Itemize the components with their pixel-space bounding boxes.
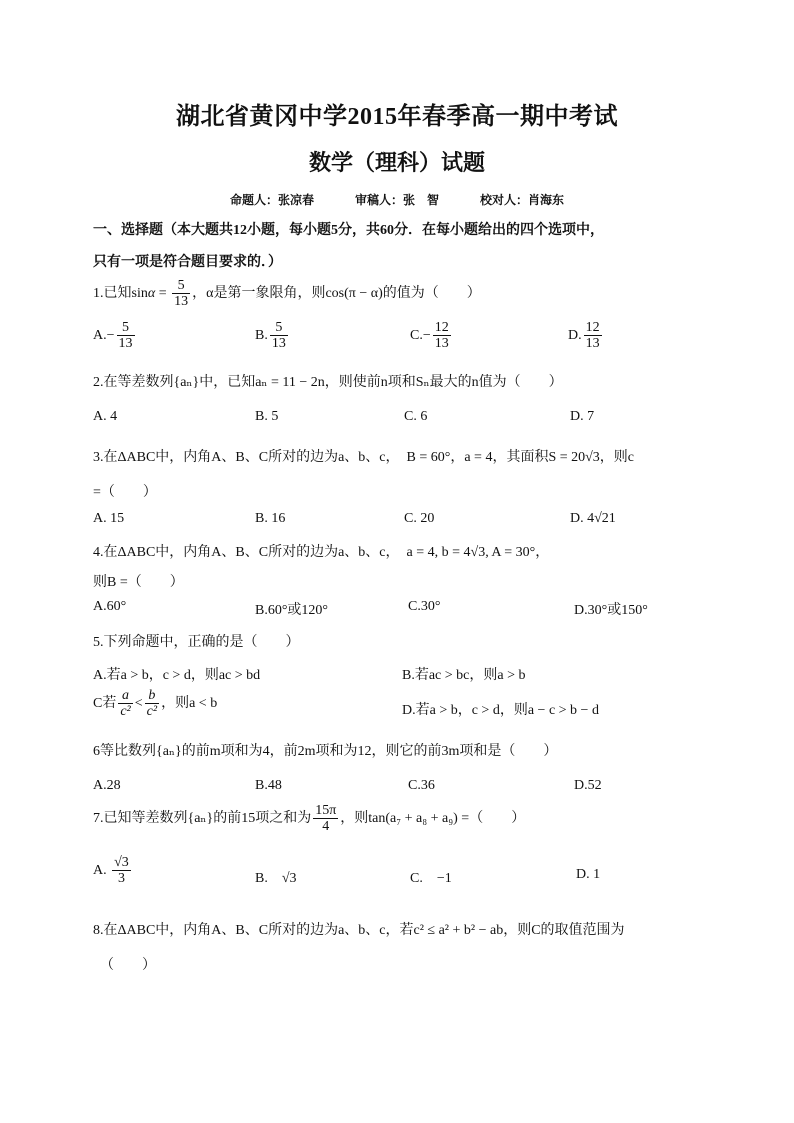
q1-option-a [93,320,137,352]
q7-a-fraction [112,855,131,887]
question-8-cont: （ ） [100,958,156,973]
q7-option-b: B. √3 [255,871,297,886]
q1-d-prefix: D. [568,328,582,344]
q1-c-den: 13 [434,336,449,352]
question-5: 5.下列命题中，正确的是（ ） [93,635,300,650]
question-4-cont: 则B =（ ） [93,575,184,590]
q1-denominator: 13 [174,294,189,310]
q5-c-lt: < [134,696,143,712]
q1-fraction [172,278,190,310]
exam-subtitle: 数学（理科）试题 [308,150,485,175]
q7-a-den: 3 [117,871,125,887]
q3-option-b: B. 16 [255,511,286,526]
q5-c-frac1 [118,688,132,720]
q7-numerator: 15π [315,803,337,818]
q5-c-suffix: ，则a < b [161,696,218,712]
reviewer-label: 审稿人：张 智 [354,193,439,207]
q6-option-c: C.36 [408,778,435,793]
q5-option-a: A.若a > b，c > d，则ac > bd [93,668,261,683]
q7-option-c: C. −1 [410,871,452,886]
question-7 [93,803,525,835]
q1-equals: = [155,286,171,302]
q1-a-den: 13 [118,336,133,352]
q3-option-d: D. 4√21 [570,511,616,526]
q5-c-prefix: C若 [93,696,117,712]
question-3: 3.在ΔABC中，内角A、B、C所对的边为a、b、c， B = 60°，a = 4，其面积S = 20√3，则c [93,450,635,465]
q7-a-prefix: A. [93,863,107,879]
q5-c-den2: c² [146,704,158,720]
q3-option-c: C. 20 [404,511,435,526]
question-3-cont: =（ ） [93,485,157,500]
q2-option-a: A. 4 [93,409,118,424]
q1-d-fraction [584,320,602,352]
section-heading: 一、选择题（本大题共12小题，每小题5分，共60分．在每小题给出的四个选项中， [93,223,604,238]
q7-fraction [313,803,338,835]
q7-prefix: 7.已知等差数列{aₙ}的前15项之和为 [93,811,312,827]
credits-line [0,191,794,208]
q4-option-d: D.30°或150° [574,603,648,618]
q6-option-d: D.52 [574,778,602,793]
q7-option-d: D. 1 [576,867,601,882]
q1-c-fraction [433,320,451,352]
q1-b-num: 5 [270,320,288,336]
q4-option-b: B.60°或120° [255,603,329,618]
q1-b-prefix: B. [255,328,268,344]
q5-c-den1: c² [120,704,131,720]
q1-middle: ，α是第一象限角，则 [192,286,326,302]
q1-sin: sin [131,286,148,302]
q1-c-num: 12 [434,320,449,335]
q5-option-c [93,688,217,720]
q1-c-prefix: C.− [410,328,431,344]
q1-prefix: 1.已知 [93,286,132,302]
q7-denominator: 4 [322,819,330,835]
exam-title: 湖北省黄冈中学2015年春季高一期中考试 [176,104,618,130]
q7-suffix: ，则tan(a₇ + a₈ + a₉) =（ ） [340,811,526,827]
q5-c-num1: a [118,688,132,704]
q1-d-den: 13 [585,336,600,352]
q1-a-fraction [117,320,135,352]
author-label: 命题人：张凉春 [229,193,314,207]
question-6: 6等比数列{aₙ}的前m项和为4，前2m项和为12，则它的前3m项和是（ ） [93,744,558,759]
q5-option-b: B.若ac > bc，则a > b [402,668,526,683]
q1-numerator: 5 [172,278,190,294]
q6-option-a: A.28 [93,778,121,793]
q1-a-prefix: A.− [93,328,115,344]
section-heading-cont: 只有一项是符合题目要求的．） [93,255,282,270]
q7-option-a [93,855,133,887]
q5-option-d: D.若a > b，c > d，则a − c > b − d [402,703,599,718]
q1-alpha: α [147,286,156,302]
q2-option-d: D. 7 [570,409,595,424]
q7-a-num: √3 [114,855,129,870]
q5-c-num2: b [145,688,159,704]
question-1 [93,278,481,310]
q1-b-fraction [270,320,288,352]
q1-option-b [255,320,290,352]
question-2: 2.在等差数列{aₙ}中，已知aₙ = 11 − 2n，则使前n项和Sₙ最大的n值为（ ） [93,375,563,390]
q1-option-d [568,320,604,352]
q2-option-c: C. 6 [404,409,428,424]
q1-expression: cos(π − α) [325,286,383,302]
q1-suffix: 的值为（ ） [382,286,481,302]
q4-option-a: A.60° [93,599,127,614]
q1-a-num: 5 [117,320,135,336]
q5-c-frac2 [145,688,159,720]
q2-option-b: B. 5 [255,409,279,424]
proofreader-label: 校对人：肖海东 [480,193,565,207]
q4-option-c: C.30° [408,599,441,614]
q6-option-b: B.48 [255,778,282,793]
q1-d-num: 12 [585,320,600,335]
question-4: 4.在ΔABC中，内角A、B、C所对的边为a、b、c， a = 4, b = 4√3, A = 30°， [93,545,550,560]
question-8: 8.在ΔABC中，内角A、B、C所对的边为a、b、c，若c² ≤ a² + b² − ab，则C的取值范围为 [93,923,625,938]
q1-option-c [410,320,453,352]
q1-b-den: 13 [271,336,286,352]
q3-option-a: A. 15 [93,511,125,526]
